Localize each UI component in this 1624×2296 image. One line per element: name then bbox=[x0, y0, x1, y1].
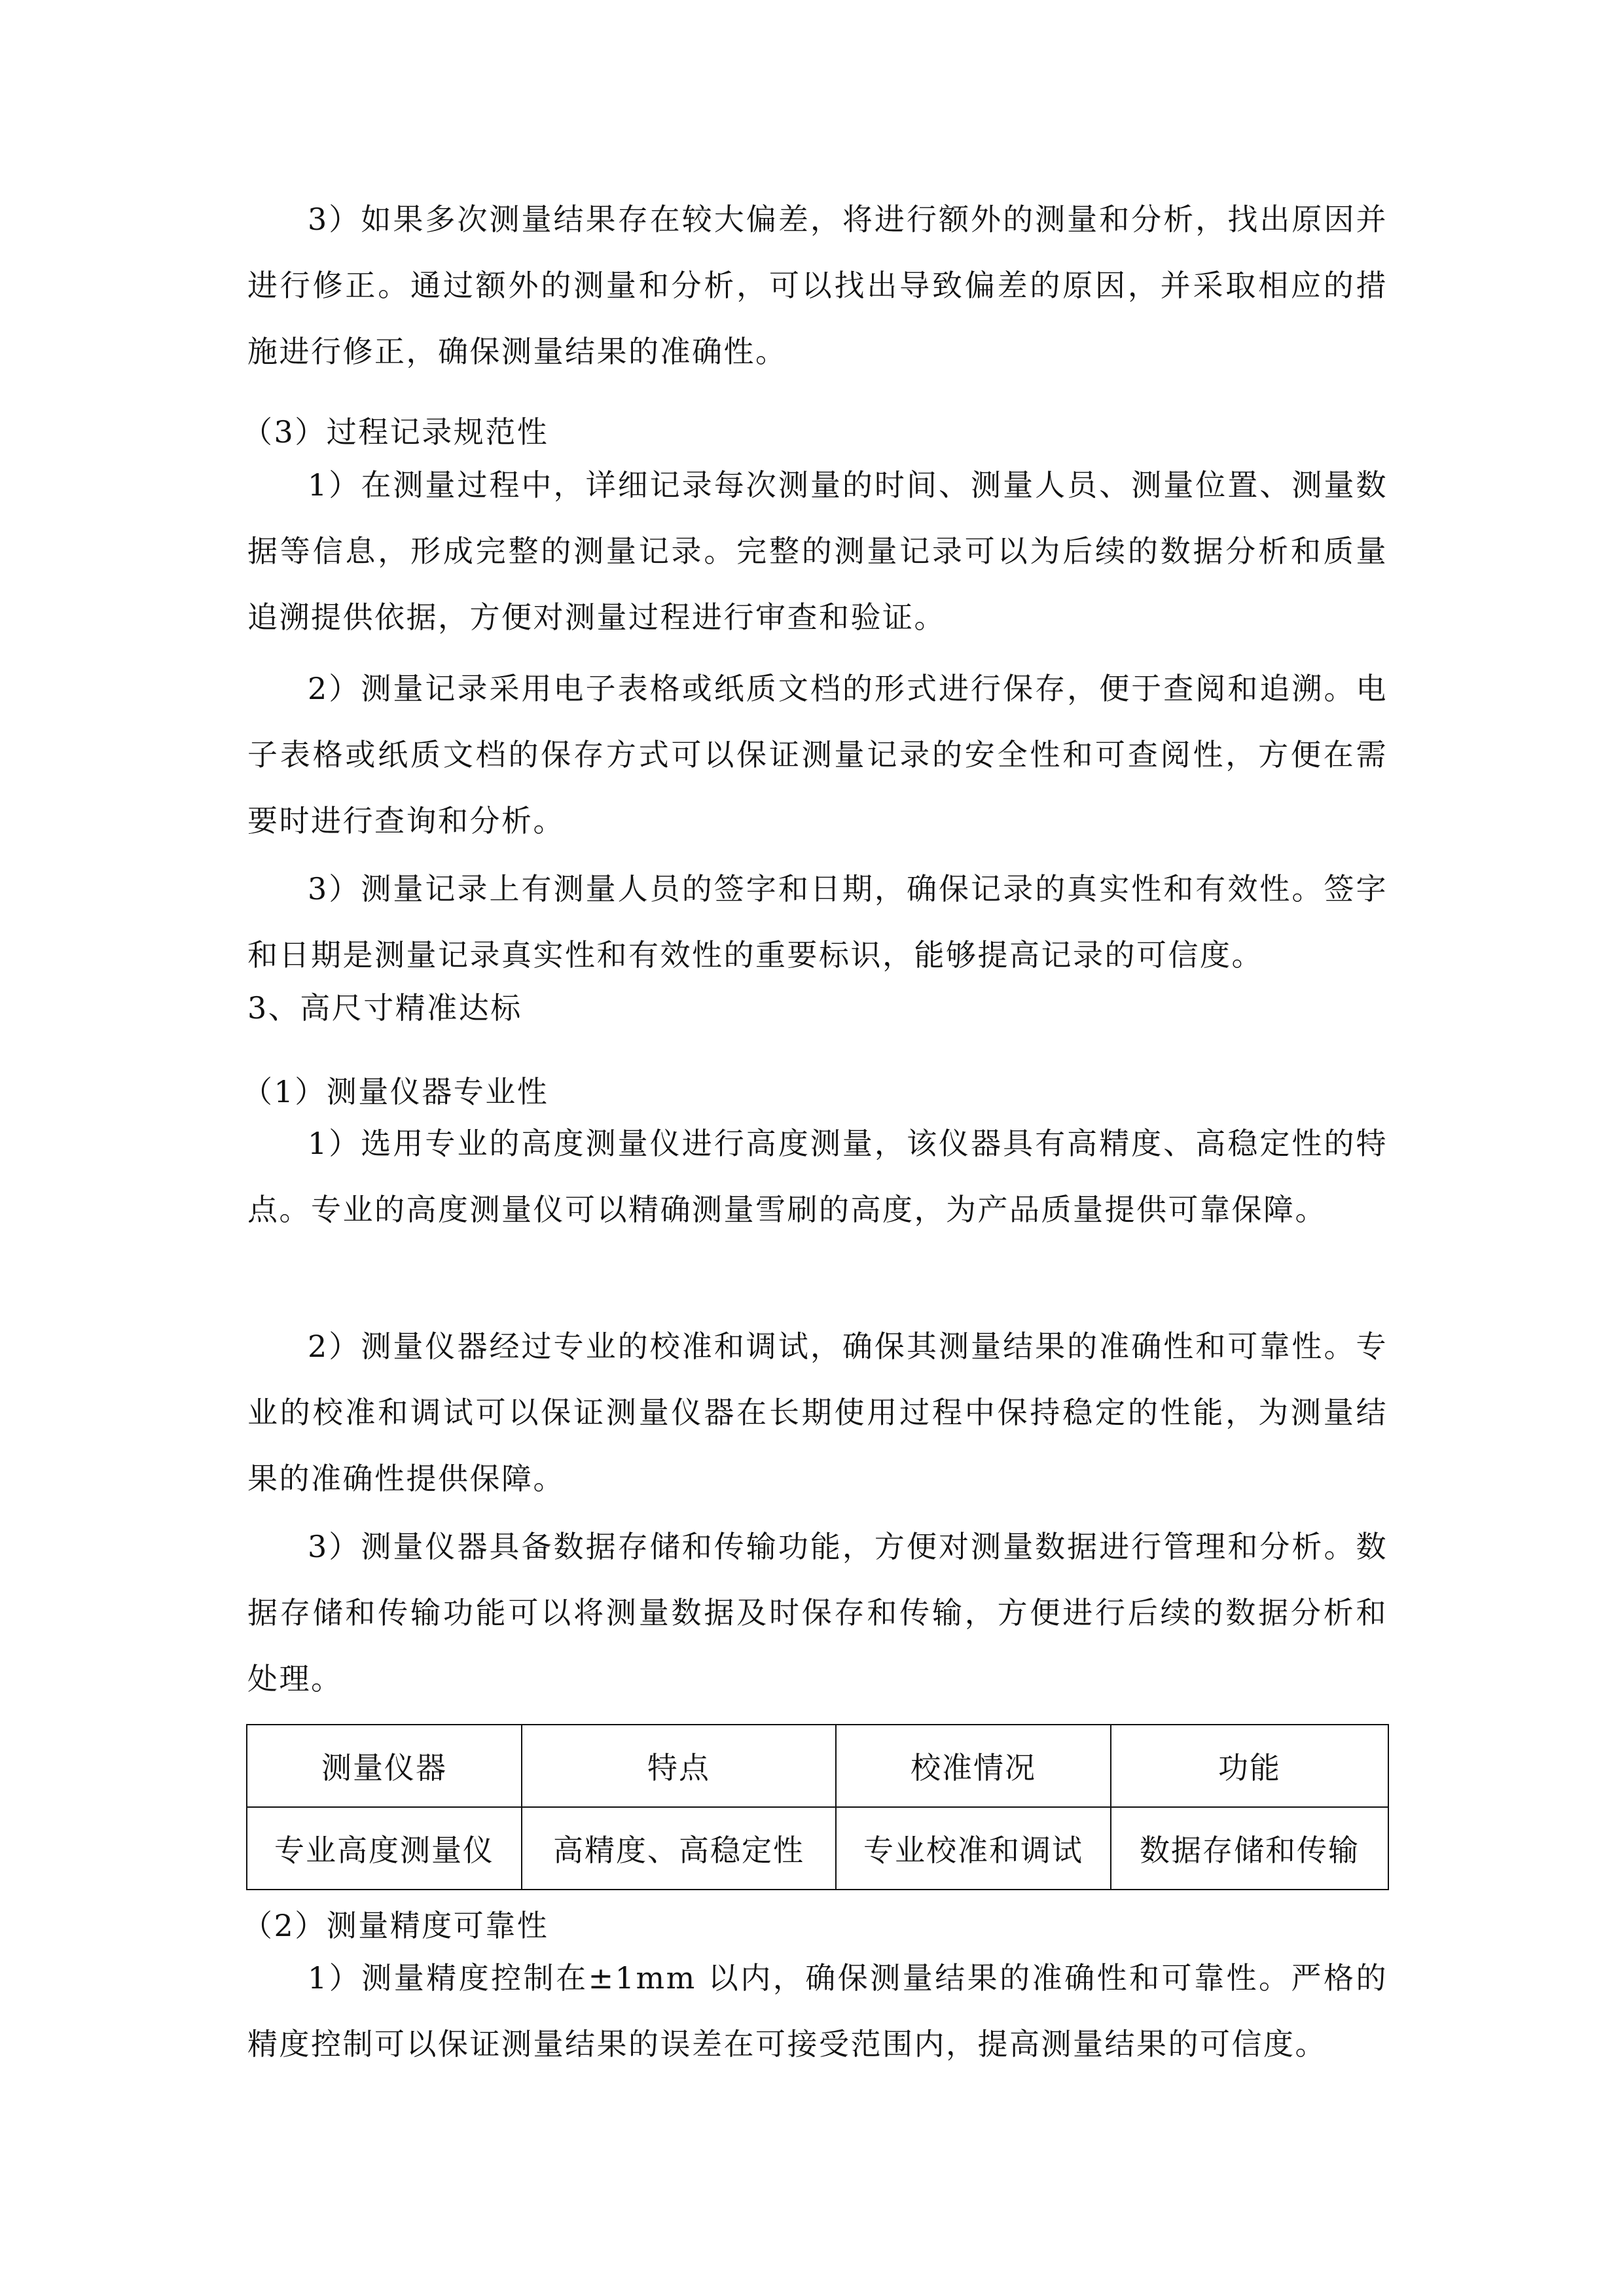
table-cell: 高精度、高稳定性 bbox=[522, 1807, 836, 1890]
paragraph-instrument-selection: 1）选用专业的高度测量仪进行高度测量，该仪器具有高精度、高稳定性的特点。专业的高度测量仪可以精确测量雪刷的高度，为产品质量提供可靠保障。 bbox=[247, 1126, 1388, 1227]
table-header-cell: 功能 bbox=[1111, 1725, 1388, 1807]
paragraph-record-signature: 3）测量记录上有测量人员的签字和日期，确保记录的真实性和有效性。签字和日期是测量记录真实性和有效性的重要标识，能够提高记录的可信度。 bbox=[247, 871, 1388, 973]
table-header-row bbox=[247, 1725, 1388, 1807]
paragraph-precision-control: 1）测量精度控制在±1mm 以内，确保测量结果的准确性和可靠性。严格的精度控制可以保证测量结果的误差在可接受范围内，提高测量结果的可信度。 bbox=[247, 1960, 1388, 2062]
paragraph-deviation-correction: 3）如果多次测量结果存在较大偏差，将进行额外的测量和分析，找出原因并进行修正。通过额外的测量和分析，可以找出导致偏差的原因，并采取相应的措施进行修正，确保测量结果的准确性。 bbox=[247, 202, 1388, 369]
table-header-cell: 测量仪器 bbox=[247, 1725, 522, 1807]
heading-instrument-professional: （1）测量仪器专业性 bbox=[242, 1074, 549, 1109]
heading-process-record: （3）过程记录规范性 bbox=[242, 414, 549, 450]
table-cell: 专业校准和调试 bbox=[836, 1807, 1111, 1890]
heading-dimension-precision: 3、高尺寸精准达标 bbox=[247, 990, 522, 1026]
instrument-table bbox=[246, 1724, 1389, 1890]
table-row bbox=[247, 1807, 1388, 1890]
paragraph-record-storage: 2）测量记录采用电子表格或纸质文档的形式进行保存，便于查阅和追溯。电子表格或纸质文档的保存方式可以保证测量记录的安全性和可查阅性，方便在需要时进行查询和分析。 bbox=[247, 671, 1388, 838]
heading-measurement-precision: （2）测量精度可靠性 bbox=[242, 1908, 549, 1943]
paragraph-record-details: 1）在测量过程中，详细记录每次测量的时间、测量人员、测量位置、测量数据等信息，形成完整的测量记录。完整的测量记录可以为后续的数据分析和质量追溯提供依据，方便对测量过程进行审查和验证。 bbox=[247, 467, 1388, 635]
paragraph-instrument-data: 3）测量仪器具备数据存储和传输功能，方便对测量数据进行管理和分析。数据存储和传输功能可以将测量数据及时保存和传输，方便进行后续的数据分析和处理。 bbox=[247, 1529, 1388, 1696]
paragraph-instrument-calibration: 2）测量仪器经过专业的校准和调试，确保其测量结果的准确性和可靠性。专业的校准和调试可以保证测量仪器在长期使用过程中保持稳定的性能，为测量结果的准确性提供保障。 bbox=[247, 1329, 1388, 1496]
table-header-cell: 校准情况 bbox=[836, 1725, 1111, 1807]
table-cell: 数据存储和传输 bbox=[1111, 1807, 1388, 1890]
table-header-cell: 特点 bbox=[522, 1725, 836, 1807]
table-cell: 专业高度测量仪 bbox=[247, 1807, 522, 1890]
